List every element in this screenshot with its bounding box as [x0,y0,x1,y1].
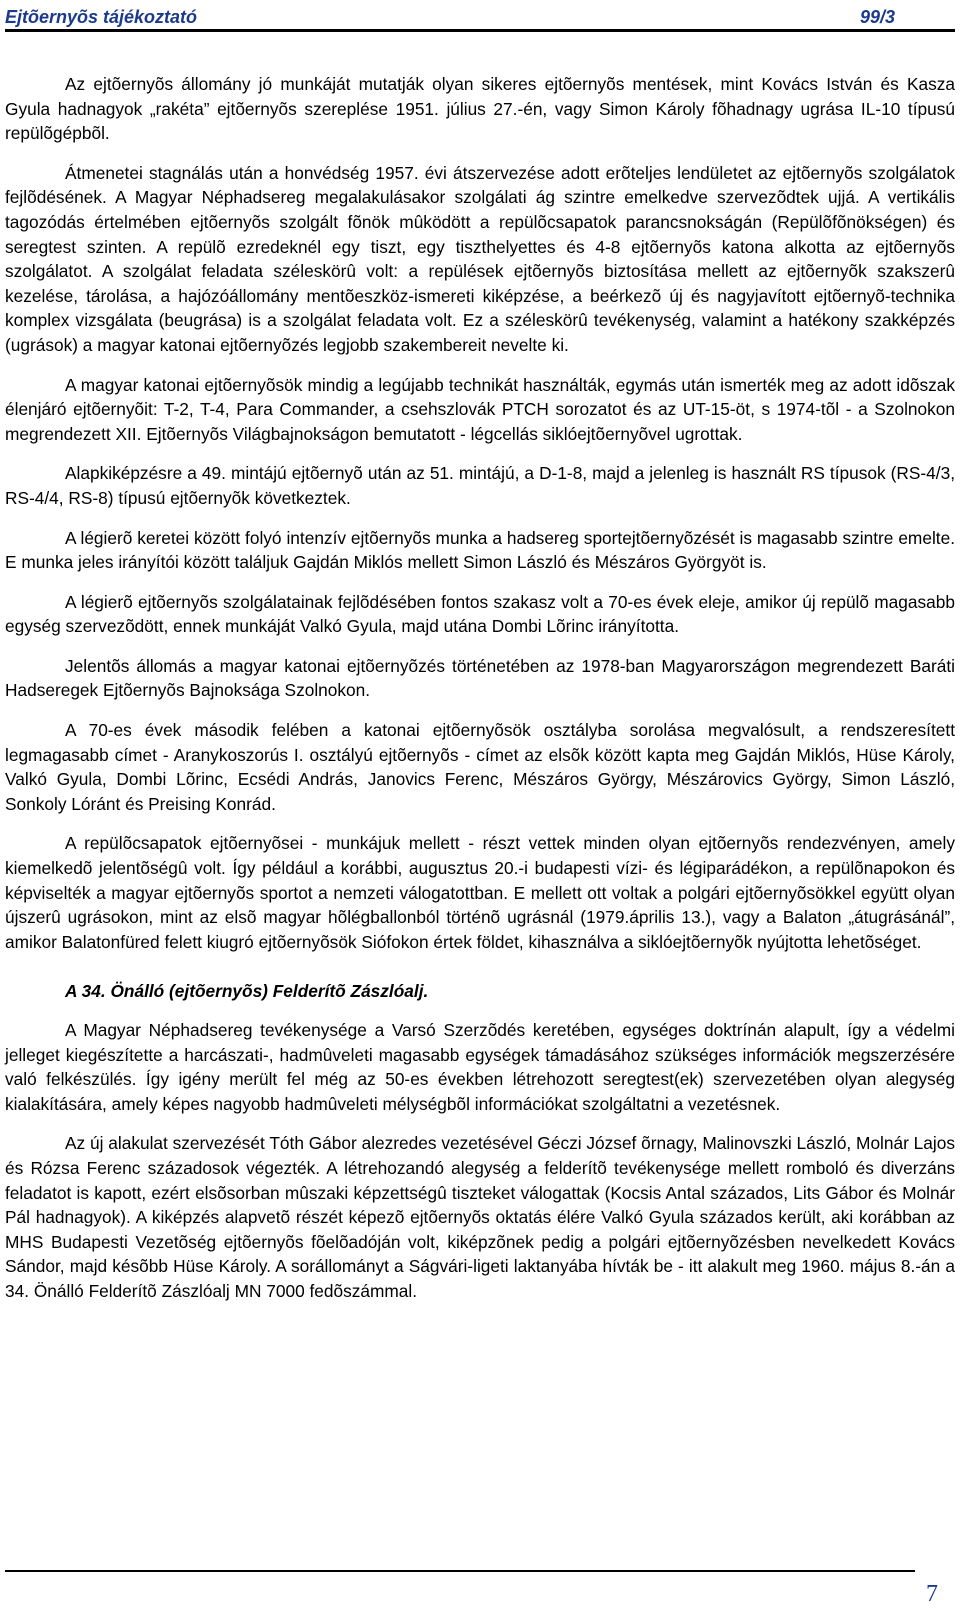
footer-divider [5,1570,915,1572]
article-body [5,72,955,1319]
paragraph: A légierõ keretei között folyó intenzív ejtõernyõs munka a hadsereg sportejtõernyõzését is magasabb szintre emelte. E munka jeles irányítói között találjuk Gajdán Miklós mellett Simon László és Mészáros Györgyöt is. [5,527,955,573]
publication-title: Ejtõernyõs tájékoztató [5,7,198,27]
page-number: 7 [926,1581,938,1607]
paragraph: A magyar katonai ejtõernyõsök mindig a legújabb technikát használták, egymás után ismerték meg az adott idõszak élenjáró ejtõernyõit: T-2, T-4, Para Commander, a csehszlovák PTCH sorozatot és az UT-15-öt, s 1974-tõl - a Szolnokon megrendezett XII. Ejtõernyõs Világbajnokságon bemutatott - légcellás siklóejtõernyõvel ugrottak. [5,374,955,444]
issue-number: 99/3 [859,7,895,27]
paragraph: Jelentõs állomás a magyar katonai ejtõernyõzés történetében az 1978-ban Magyarországon megrendezett Baráti Hadseregek Ejtõernyõs Bajnoksága Szolnokon. [5,655,955,701]
paragraph: Alapkiképzésre a 49. mintájú ejtõernyõ után az 51. mintájú, a D-1-8, majd a jelenleg is használt RS típusok (RS-4/3, RS-4/4, RS-8) típusú ejtõernyõk következtek. [5,463,955,508]
paragraph: A repülõcsapatok ejtõernyõsei - munkájuk mellett - részt vettek minden olyan ejtõernyõs rendezvényen, amely kiemelkedõ jelentõségû volt. Így például a korábbi, augusztus 20.-i budapesti vízi- és légiparádékon, a repülõnapokon és képviselték a magyar ejtõernyõs sportot a nemzeti válogatottban. E mellett ott voltak a polgári ejtõernyõsökkel együtt olyan újszerû ugrásokon, mint az elsõ magyar hõlégballonból történõ ugrásnál (1979.április 13.), vagy a Balaton „átugrásánál”, amikor Balatonfüred felett kiugró ejtõernyõsök Siófokon értek földet, kihasználva a siklóejtõernyõk nyújtotta lehetõséget. [5,833,955,952]
paragraph: A Magyar Néphadsereg tevékenysége a Varsó Szerzõdés keretében, egységes doktrínán alapult, így a védelmi jelleget kiegészítette a harcászati-, hadmûveleti magasabb egységek támadásához szükséges információk megszerzésére való felkészülés. Így igény merült fel még az 50-es években létrehozott seregtest(ek) szervezetében olyan alegység kialakítására, amely képes nagyobb hadmûveleti mélységbõl információkat szolgáltatni a vezetésnek. [5,1020,955,1114]
paragraph: Átmenetei stagnálás után a honvédség 1957. évi átszervezése adott erõteljes lendületet az ejtõernyõs szolgálatok fejlõdésének. A Magyar Néphadsereg megalakulásakor szolgálati ág szintre emelkedve szervezõdtek ujjá. A vertikális tagozódás értelmében ejtõernyõs szolgált fõnök mûködött a repülõcsapatok parancsnokságán (Repülõfõnökségen) és seregtest szinten. A repülõ ezredeknél egy tiszt, egy tiszthelyettes és 4-8 ejtõernyõs katona alkotta az ejtõernyõs szolgálatot. A szolgálat feladata széleskörû volt: a repülések ejtõernyõs biztosítása mellett az ejtõernyõk szakszerû kezelése, tárolása, a hajózóállomány mentõeszköz-ismereti kiképzése, a beérkezõ új és nagyjavított ejtõernyõ-technika komplex vizsgálata (beugrása) is a szolgálat feladata volt. Ez a széleskörû tevékenység, valamint a hatékony szakképzés (ugrások) a magyar katonai ejtõernyõzés legjobb szakembereit nevelte ki. [5,162,955,355]
paragraph: A légierõ ejtõernyõs szolgálatainak fejlõdésében fontos szakasz volt a 70-es évek eleje, amikor új repülõ magasabb egység szervezõdött, ennek munkáját Valkó Gyula, majd utána Dombi Lõrinc irányította. [5,591,955,637]
paragraph: A 70-es évek második felében a katonai ejtõernyõsök osztályba sorolása megvalósult, a rendszeresített legmagasabb címet - Aranykoszorús I. osztályú ejtõernyõs - címet az elsõk között kapta meg Gajdán Miklós, Hüse Károly, Valkó Gyula, Dombi Lõrinc, Ecsédi András, Janovics Ferenc, Mészáros György, Mészárovics György, Simon László, Sonkoly Lóránt és Preising Konrád. [5,720,955,814]
section-heading: A 34. Önálló (ejtõernyõs) Felderítõ Zászlóalj. [65,981,429,1002]
page-header [5,3,955,32]
paragraph: Az új alakulat szervezését Tóth Gábor alezredes vezetésével Géczi József õrnagy, Malinovszki László, Molnár Lajos és Rózsa Ferenc századosok végezték. A létrehozandó alegység a felderítõ tevékenysége mellett romboló és diverzáns feladatot is kapott, ezért elsõsorban mûszaki képzettségû tiszteket válogattak (Kocsis Antal százados, Lits Gábor és Molnár Pál hadnagyok). A kiképzés alapvetõ részét képezõ ejtõernyõs oktatás élére Valkó Gyula százados került, aki korábban az MHS Budapesti Vezetõség ejtõernyõs fõelõadóján volt, kiképzõnek pedig a polgári ejtõernyõzésben nevelkedett Kovács Sándor, majd késõbb Hüse Károly. A sorállományt a Ságvári-ligeti laktanyába hívták be - itt alakult meg 1960. május 8.-án a 34. Önálló Felderítõ Zászlóalj MN 7000 fedõszámmal. [5,1133,955,1301]
paragraph: Az ejtõernyõs állomány jó munkáját mutatják olyan sikeres ejtõernyõs mentések, mint Kovács István és Kasza Gyula hadnagyok „rakéta” ejtõernyõs szereplése 1951. július 27.-én, vagy Simon Károly fõhadnagy ugrása IL-10 típusú repülõgépbõl. [5,74,955,144]
